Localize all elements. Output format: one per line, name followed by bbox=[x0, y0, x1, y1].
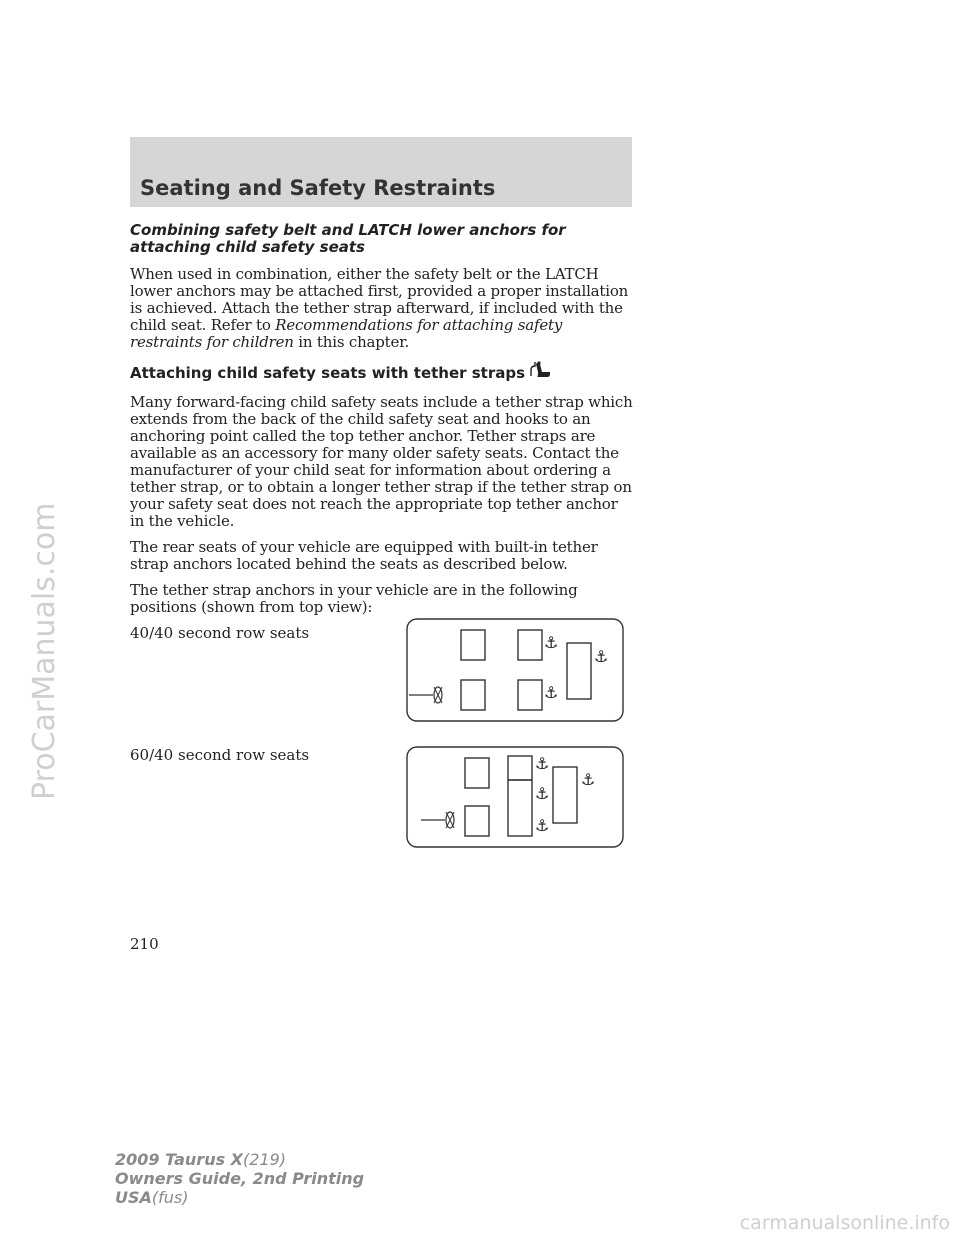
footer-edition: Owners Guide, 2nd Printing bbox=[115, 1169, 365, 1188]
heading-text: Attaching child safety seats with tether straps bbox=[130, 364, 526, 382]
seat-block bbox=[461, 630, 485, 660]
anchor-icon: ⚓ bbox=[581, 770, 596, 789]
diagram-60-40 bbox=[130, 747, 635, 857]
section-heading-tether bbox=[130, 360, 635, 384]
footer-line-1 bbox=[115, 1150, 364, 1169]
paragraph-tether-3: The tether strap anchors in your vehicle are in the following positions (shown from top view): bbox=[130, 581, 578, 616]
seat-diagram-60-40 bbox=[405, 745, 625, 849]
footer-model: 2009 Taurus X bbox=[115, 1150, 244, 1169]
seat-block bbox=[518, 680, 542, 710]
seat-block bbox=[508, 780, 532, 836]
paragraph-tether-1: Many forward-facing child safety seats include a tether strap which extends from the back of the child safety seat and hooks to an anchoring point called the top tether anchor. Tether straps are available as an accessory for many older safety seats. Contact the manufacturer of your child seat for information about ordering a tether strap, or to obtain a longer tether strap if the tether strap on your safety seat does not reach the appropriate top tether anchor in the vehicle. bbox=[130, 393, 633, 530]
anchor-icon: ⚓ bbox=[535, 816, 550, 835]
anchor-icon: ⚓ bbox=[544, 683, 559, 702]
seat-block bbox=[465, 806, 489, 836]
anchor-icon: ⚓ bbox=[535, 754, 550, 773]
seat-block bbox=[567, 643, 591, 699]
paragraph-text: When used in combination, either the safety belt or the LATCH lower anchors may be attached first, provided a proper installation is achieved. Attach the tether strap afterward, if included with the child seat. Refer to bbox=[130, 265, 629, 334]
seat-block bbox=[518, 630, 542, 660]
site-credit: carmanualsonline.info bbox=[739, 1212, 950, 1234]
section-heading-latch: Combining safety belt and LATCH lower anchors for attaching child safety seats bbox=[130, 221, 566, 256]
footer-line-2 bbox=[115, 1169, 364, 1188]
anchor-icon: ⚓ bbox=[544, 633, 559, 652]
diagram-40-40 bbox=[130, 625, 635, 747]
page-number: 210 bbox=[130, 935, 159, 953]
footer bbox=[115, 1150, 364, 1207]
watermark bbox=[4, 470, 74, 800]
footer-market-code: (fus) bbox=[151, 1188, 189, 1207]
paragraph-text: in this chapter. bbox=[293, 333, 410, 351]
paragraph-tether-2: The rear seats of your vehicle are equipped with built-in tether strap anchors located behind the seats as described below. bbox=[130, 538, 598, 573]
anchor-icon: ⚓ bbox=[535, 784, 550, 803]
diagram-label: 60/40 second row seats bbox=[130, 746, 310, 764]
page-title: Seating and Safety Restraints bbox=[140, 176, 496, 200]
seat-block bbox=[508, 756, 532, 780]
cross-reference: Recommendations for attaching safety restraints for children bbox=[130, 316, 563, 351]
paragraph-latch bbox=[130, 266, 635, 351]
anchor-icon: ⚓ bbox=[594, 647, 609, 666]
diagram-label: 40/40 second row seats bbox=[130, 624, 310, 642]
watermark-text: ProCarManuals.com bbox=[27, 502, 62, 800]
seat-block bbox=[465, 758, 489, 788]
child-seat-icon bbox=[527, 360, 553, 384]
footer-line-3 bbox=[115, 1188, 364, 1207]
seat-diagram-40-40 bbox=[405, 617, 625, 723]
seat-block bbox=[461, 680, 485, 710]
footer-code: (219) bbox=[243, 1150, 287, 1169]
seat-block bbox=[553, 767, 577, 823]
footer-market: USA bbox=[115, 1188, 152, 1207]
content bbox=[130, 222, 635, 857]
